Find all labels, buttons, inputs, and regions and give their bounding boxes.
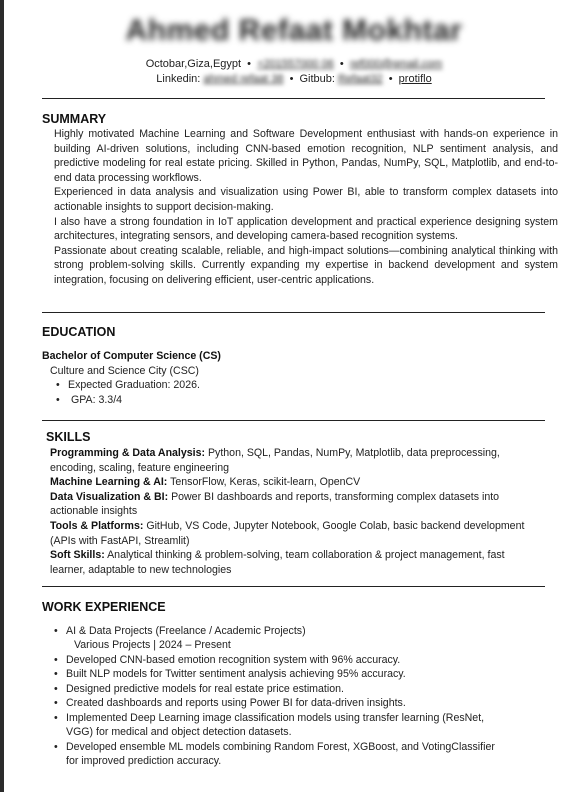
experience-item: [54, 711, 484, 726]
skills-heading: SKILLS: [46, 430, 91, 444]
divider: [42, 420, 545, 421]
phone-link[interactable]: +201557000 06: [257, 58, 334, 70]
skill-category: Soft Skills:: [50, 549, 105, 562]
period: Various Projects | 2024 – Present: [74, 639, 231, 651]
skill-row: [50, 475, 540, 490]
skill-details: TensorFlow, Keras, scikit-learn, OpenCV: [167, 476, 361, 489]
skill-details: Python, SQL, Pandas, NumPy, Matplotlib, data preprocessing, encoding, scaling, feature engineering: [50, 447, 500, 474]
bullet-dot: •: [54, 654, 58, 666]
education-item: [56, 393, 122, 408]
degree: Bachelor of Computer Science (CS): [42, 350, 221, 362]
skill-details: Power BI dashboards and reports, transforming complex datasets into actionable insights: [50, 490, 500, 518]
separator: •: [388, 73, 393, 85]
divider: [42, 98, 545, 99]
experience-bullet: Designed predictive models for real estate price estimation.: [66, 683, 344, 695]
linkedin-label: Linkedin:: [156, 73, 201, 85]
github-link[interactable]: Refaat32: [338, 73, 383, 85]
location: Octobar,Giza,Egypt: [145, 58, 242, 70]
experience-item: [54, 696, 406, 711]
contact-line-1: [4, 58, 584, 70]
bullet-dot: •: [54, 683, 58, 695]
bullet-dot: •: [56, 394, 60, 406]
email-link[interactable]: ref000@gmail.com: [349, 58, 443, 70]
separator: •: [247, 58, 251, 70]
divider: [42, 586, 545, 587]
portfolio-link[interactable]: protiflo: [398, 73, 432, 85]
summary-heading: SUMMARY: [42, 112, 107, 126]
bullet-dot: •: [54, 668, 58, 680]
experience-item: [54, 740, 495, 755]
separator: •: [339, 58, 344, 70]
resume-page: [4, 0, 584, 792]
github-label: Gitbub:: [299, 73, 335, 85]
summary-paragraph: Highly motivated Machine Learning and Software Development enthusiast with hands-on experience in building AI-driven solutions, including CNN-based emotion recognition, NLP sentiment analysis, and predictive modeling for real estate pricing. Skilled in Python, Pandas, NumPy, SQL, Matplotlib, and end-to-end data processing workflows.: [54, 128, 558, 184]
experience-bullet-continued: VGG) for medical and object detection datasets.: [66, 726, 292, 738]
bullet-dot: •: [54, 625, 58, 637]
linkedin-link[interactable]: ahmed refaat 38: [203, 73, 284, 85]
gpa: GPA: 3.3/4: [71, 394, 123, 406]
experience-bullet-continued: for improved prediction accuracy.: [66, 755, 222, 767]
graduation-date: Expected Graduation: 2026.: [68, 379, 200, 391]
institution: Culture and Science City (CSC): [50, 365, 199, 377]
divider: [42, 312, 545, 313]
separator: •: [289, 73, 294, 85]
skill-row: [50, 490, 540, 519]
bullet-dot: •: [54, 697, 58, 709]
experience-bullet: Created dashboards and reports using Power BI for data-driven insights.: [66, 697, 406, 709]
experience-bullet: Implemented Deep Learning image classification models using transfer learning (ResNet,: [66, 712, 485, 724]
contact-line-2: [4, 73, 584, 85]
bullet-dot: •: [56, 379, 60, 391]
experience-bullet: Developed CNN-based emotion recognition system with 96% accuracy.: [66, 654, 401, 666]
summary-paragraph: I also have a strong foundation in IoT application development and practical experience designing system architectures, integrating sensors, and developing camera-based recognition systems.: [54, 215, 558, 243]
experience-item: [54, 667, 406, 682]
education-item: [56, 378, 200, 393]
education-heading: EDUCATION: [42, 325, 116, 339]
bullet-dot: •: [54, 741, 58, 753]
skill-row: [50, 446, 540, 475]
summary-paragraph: Experienced in data analysis and visualization using Power BI, able to transform complex datasets into actionable insights to support decision-making.: [54, 186, 558, 213]
experience-bullet: Developed ensemble ML models combining Random Forest, XGBoost, and VotingClassifier: [66, 741, 495, 753]
experience-item: [54, 653, 400, 668]
bullet-dot: •: [54, 712, 58, 724]
experience-heading: WORK EXPERIENCE: [42, 600, 166, 614]
skill-row: [50, 548, 540, 577]
experience-item: [54, 682, 344, 697]
summary-text: [54, 127, 558, 288]
experience-bullet: Built NLP models for Twitter sentiment analysis achieving 95% accuracy.: [66, 668, 406, 680]
skill-details: GitHub, VS Code, Jupyter Notebook, Google Colab, basic backend development (APIs with FastAPI, Streamlit): [50, 519, 525, 547]
skills-list: [50, 446, 540, 577]
skill-details: Analytical thinking & problem-solving, team collaboration & project management, fast learner, adaptable to new technologies: [50, 549, 505, 576]
skill-category: Machine Learning & AI:: [50, 476, 168, 489]
skill-row: [50, 519, 540, 548]
candidate-name: Ahmed Refaat Mokhtar: [125, 14, 463, 47]
role: AI & Data Projects (Freelance / Academic Projects): [66, 625, 306, 637]
skill-category: Programming & Data Analysis:: [50, 447, 206, 459]
skill-category: Data Visualization & BI:: [50, 490, 169, 503]
experience-item: [54, 624, 306, 639]
skill-category: Tools & Platforms:: [50, 519, 144, 532]
summary-paragraph: Passionate about creating scalable, reliable, and high-impact solutions—combining analytical thinking with strong problem-solving skills. Currently expanding my expertise in backend development and system integration, focusing on delivering efficient, user-centric applications.: [54, 244, 558, 286]
